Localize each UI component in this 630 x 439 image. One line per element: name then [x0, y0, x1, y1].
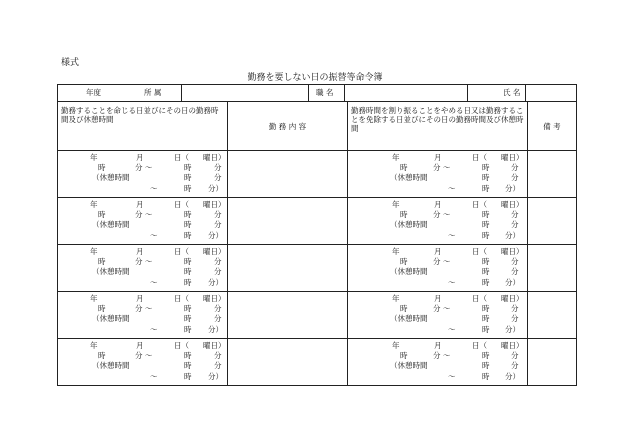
exempt-day-entry: 年 月 日（ 曜日） 時 分 〜 時 分 （休憩時間 時 分 〜 時 分） [348, 292, 528, 339]
work-content-cell[interactable] [228, 292, 348, 339]
order-register-table [57, 84, 577, 386]
position-label: 職 名 [316, 88, 334, 97]
exempt-day-entry: 年 月 日（ 曜日） 時 分 〜 時 分 （休憩時間 時 分 〜 時 分） [348, 198, 528, 245]
remarks-cell[interactable] [528, 292, 577, 339]
remarks-cell[interactable] [528, 245, 577, 292]
header-year-dept-position-cell [58, 85, 468, 102]
table-row [58, 198, 577, 245]
exempt-day-entry: 年 月 日（ 曜日） 時 分 〜 時 分 （休憩時間 時 分 〜 時 分） [348, 151, 528, 198]
remarks-header: 備 考 [528, 102, 577, 151]
assigned-day-entry: 年 月 日（ 曜日） 時 分 〜 時 分 （休憩時間 時 分 〜 時 分） [58, 151, 228, 198]
form-label: 様式 [61, 58, 80, 68]
table-row [58, 292, 577, 339]
assigned-day-entry: 年 月 日（ 曜日） 時 分 〜 時 分 （休憩時間 時 分 〜 時 分） [58, 245, 228, 292]
department-label: 所 属 [144, 88, 162, 97]
table-row [58, 151, 577, 198]
table-row [58, 339, 577, 386]
divider-line [181, 85, 182, 101]
header-row-1 [58, 85, 577, 102]
divider-line [525, 85, 526, 101]
divider-line [344, 85, 345, 101]
assigned-day-entry: 年 月 日（ 曜日） 時 分 〜 時 分 （休憩時間 時 分 〜 時 分） [58, 198, 228, 245]
remarks-cell[interactable] [528, 339, 577, 386]
name-label: 氏 名 [503, 88, 521, 97]
work-content-cell[interactable] [228, 151, 348, 198]
assigned-day-entry: 年 月 日（ 曜日） 時 分 〜 時 分 （休憩時間 時 分 〜 時 分） [58, 292, 228, 339]
exempt-day-entry: 年 月 日（ 曜日） 時 分 〜 時 分 （休憩時間 時 分 〜 時 分） [348, 245, 528, 292]
assigned-day-header: 勤務することを命じる日並びにその日の勤務時間及び休憩時間 [58, 102, 228, 151]
exempt-day-entry: 年 月 日（ 曜日） 時 分 〜 時 分 （休憩時間 時 分 〜 時 分） [348, 339, 528, 386]
work-content-cell[interactable] [228, 339, 348, 386]
remarks-cell[interactable] [528, 151, 577, 198]
document-title: 勤務を要しない日の振替等命令簿 [247, 73, 383, 83]
remarks-cell[interactable] [528, 198, 577, 245]
year-label: 年度 [86, 88, 101, 97]
work-content-cell[interactable] [228, 245, 348, 292]
work-content-cell[interactable] [228, 198, 348, 245]
work-content-header: 勤 務 内 容 [228, 102, 348, 151]
header-name-cell [468, 85, 577, 102]
table-row [58, 245, 577, 292]
assigned-day-entry: 年 月 日（ 曜日） 時 分 〜 時 分 （休憩時間 時 分 〜 時 分） [58, 339, 228, 386]
exempt-day-header: 勤務時間を割り振ることをやめる日又は勤務することを免除する日並びにその日の勤務時間及び休憩時間 [348, 102, 528, 151]
divider-line [308, 85, 309, 101]
header-row-2 [58, 102, 577, 151]
